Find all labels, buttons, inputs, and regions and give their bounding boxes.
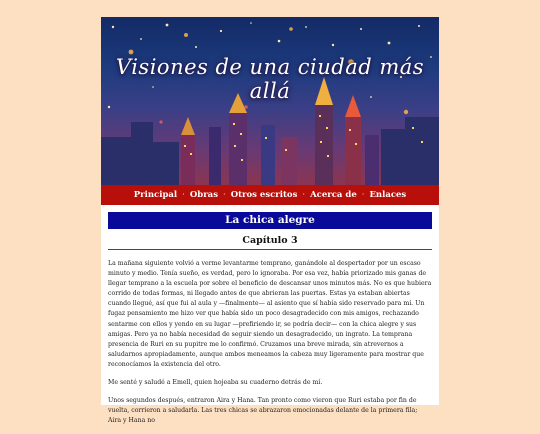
site-title: Visiones de una ciudad más allá xyxy=(115,55,425,103)
paragraph: La mañana siguiente volvió a verme levantarme temprano, ganándole al despertador por un escaso minuto y medio. Tenía sueño, es verdad, pero lo ignoraba. Por esa vez, había priorizado mis ganas de llegar temprano a la escuela por sobre el beneficio de descansar unos minutos más. No es que hubiera corrido de todas formas, ni llegado antes de que abrieran las puertas. Estas ya estaban abiertas cuando llegué, así que fui al aula y —finalmente— al asiento que sí había sido reservado para mí. Un fugaz pensamiento me hizo ver que había sido un poco desagradecido con mis amigos, rechazando sentarme con ellos y yendo en su lugar —prefiriendo ir, se podría decir— con la chica alegre y sus amigas. Pero ya no había necesidad de seguir siendo un desagradecido, un ingrato. La temprana presencia de Ruri en su pupitre me lo confirmó. Cruzamos una breve mirada, sin atrevernos a saludarnos apropiadamente, aunque ambos meneamos la cabeza muy ligeramente para mostrar que reconocíamos la existencia del otro. xyxy=(108,260,432,368)
post-title: La chica alegre xyxy=(108,212,432,229)
paragraph: Unos segundos después, entraron Aira y Hana. Tan pronto como vieron que Ruri estaba por fin de vuelta, corrieron a saludarla. Las tres chicas se abrazaron emocionadas delante de la primera fila; Aira y Hana no xyxy=(108,397,418,425)
nav-separator: · xyxy=(302,190,306,200)
nav-item-enlaces[interactable]: Enlaces xyxy=(369,190,407,200)
post-body xyxy=(108,259,432,426)
nav-separator: · xyxy=(182,190,185,200)
nav-separator: · xyxy=(222,190,226,200)
chapter-heading: Capítulo 3 xyxy=(108,235,432,250)
main-nav xyxy=(101,185,439,205)
nav-item-acerca-de[interactable]: Acerca de xyxy=(310,190,357,200)
nav-item-otros-escritos[interactable]: Otros escritos xyxy=(230,190,298,200)
nav-item-obras[interactable]: Obras xyxy=(189,190,218,200)
paragraph: Me senté y saludé a Emell, quien hojeaba su cuaderno detrás de mí. xyxy=(108,379,323,387)
page-container xyxy=(101,17,439,425)
header-banner xyxy=(101,17,439,185)
nav-item-principal[interactable]: Principal xyxy=(133,190,178,200)
post-content xyxy=(101,209,439,434)
nav-separator: · xyxy=(361,190,365,200)
